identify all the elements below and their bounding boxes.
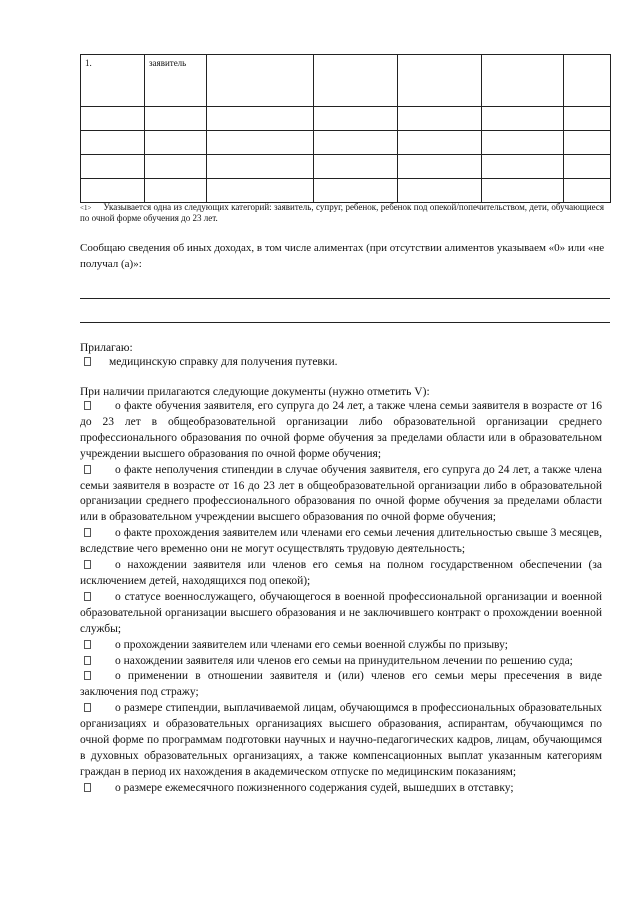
table-cell <box>398 131 482 155</box>
table-cell <box>564 107 611 131</box>
table-cell <box>482 179 564 203</box>
document-checkbox[interactable] <box>84 592 91 601</box>
attachment-item <box>84 354 337 370</box>
table-cell <box>314 155 398 179</box>
documents-list <box>80 399 602 797</box>
table-cell <box>207 55 314 107</box>
table-row <box>81 131 611 155</box>
document-item-text: о нахождении заявителя или членов его семьи на принудительном лечении по решению суда; <box>115 654 573 667</box>
table-cell <box>564 55 611 107</box>
document-item-text: о факте обучения заявителя, его супруга до 24 лет, а также члена семьи заявителя в возрасте от 16 до 23 лет в общеобразовательной организации либо образовательной организации среднего профессионального образования по очной форме обучения за пределами области или в образовательном учреждении высшего образования по очной форме обучения; <box>80 400 602 460</box>
table-row <box>81 155 611 179</box>
attachment-checkbox[interactable] <box>84 357 91 366</box>
table-cell <box>145 155 207 179</box>
table-cell <box>314 55 398 107</box>
document-item <box>80 399 602 463</box>
document-item <box>80 590 602 638</box>
attachment-item-label: медицинскую справку для получения путевки. <box>109 356 338 368</box>
table-cell <box>145 179 207 203</box>
documents-intro: При наличии прилагаются следующие документы (нужно отметить V): <box>80 386 430 398</box>
income-info-text: Сообщаю сведения об иных доходах, в том числе алиментах (при отсутствии алиментов указываем «0» или «не получал (а)»: <box>80 242 605 270</box>
table-cell <box>398 179 482 203</box>
document-item <box>80 638 602 654</box>
document-checkbox[interactable] <box>84 671 91 680</box>
table-cell <box>207 179 314 203</box>
table-cell <box>398 107 482 131</box>
document-item <box>80 654 602 670</box>
table-cell <box>314 107 398 131</box>
document-item-text: о статусе военнослужащего, обучающегося в военной профессиональной организации и военной образовательной организации высшего образования и не заключившего контракт о прохождении военной службы; <box>80 590 602 635</box>
table-cell <box>81 107 145 131</box>
document-checkbox[interactable] <box>84 560 91 569</box>
attachments-title: Прилагаю: <box>80 342 133 354</box>
income-fill-line-2[interactable] <box>80 322 610 323</box>
document-item <box>80 669 602 701</box>
document-item <box>80 701 602 781</box>
document-item-text: о размере ежемесячного пожизненного содержания судей, вышедших в отставку; <box>115 781 514 794</box>
document-checkbox[interactable] <box>84 703 91 712</box>
table-cell <box>81 155 145 179</box>
table-row <box>81 107 611 131</box>
document-item-text: о размере стипендии, выплачиваемой лицам, обучающимся в профессиональных образовательных организациях и образовательных организациях высшего образования, аспирантам, обучающимся по очной форме по программам подготовки научных и научно-педагогических кадров, лицам, обучающимся в духовных образовательных организациях, а также компенсационных выплат указанным категориям граждан в период их нахождения в академическом отпуске по медицинским показаниям; <box>80 702 602 778</box>
document-checkbox[interactable] <box>84 528 91 537</box>
table-cell <box>482 131 564 155</box>
document-checkbox[interactable] <box>84 656 91 665</box>
table-cell <box>207 155 314 179</box>
footnote-text: Указывается одна из следующих категорий: заявитель, супруг, ребенок, ребенок под опекой/попечительством, дети, обучающиеся по очной форме обучения до 23 лет. <box>80 202 604 223</box>
income-fill-line-1[interactable] <box>80 298 610 299</box>
document-item-text: о факте неполучения стипендии в случае обучения заявителя, его супруга до 24 лет, а также члена семьи заявителя в возрасте от 16 до 23 лет в общеобразовательной организации либо в образовательной организации среднего профессионального образования по очной форме обучения за пределами области или в образовательном учреждении высшего образования по очной форме обучения; <box>80 463 602 524</box>
table-cell <box>81 131 145 155</box>
table-cell <box>207 131 314 155</box>
table-cell <box>398 155 482 179</box>
table-cell <box>398 55 482 107</box>
table-cell <box>482 55 564 107</box>
table-cell <box>145 131 207 155</box>
table-cell <box>145 107 207 131</box>
table-cell: заявитель <box>145 55 207 107</box>
document-item <box>80 558 602 590</box>
table-row <box>81 55 611 107</box>
document-checkbox[interactable] <box>84 465 91 474</box>
document-item <box>80 463 602 527</box>
table-cell <box>482 107 564 131</box>
footnote <box>80 202 604 223</box>
document-checkbox[interactable] <box>84 640 91 649</box>
table-cell <box>314 131 398 155</box>
table-cell <box>81 179 145 203</box>
table-cell <box>564 179 611 203</box>
table-cell <box>564 155 611 179</box>
footnote-marker: <1> <box>80 204 92 212</box>
family-members-table <box>80 54 611 203</box>
table-cell <box>314 179 398 203</box>
document-item-text: о применении в отношении заявителя и (или) членов его семьи меры пресечения в виде заключения под стражу; <box>80 670 602 699</box>
document-item <box>80 781 602 797</box>
table-cell <box>207 107 314 131</box>
document-item-text: о прохождении заявителем или членами его семьи военной службы по призыву; <box>115 638 508 651</box>
table-cell <box>564 131 611 155</box>
document-item-text: о факте прохождения заявителем или членами его семьи лечения длительностью свыше 3 месяцев, вследствие чего временно они не могут осуществлять трудовую деятельность; <box>80 527 602 556</box>
table-cell: 1. <box>81 55 145 107</box>
document-item-text: о нахождении заявителя или членов его семья на полном государственном обеспечении (за исключением детей, находящихся под опекой); <box>80 559 602 587</box>
table-row <box>81 179 611 203</box>
table-cell <box>482 155 564 179</box>
document-item <box>80 526 602 558</box>
document-checkbox[interactable] <box>84 401 91 410</box>
document-checkbox[interactable] <box>84 783 91 792</box>
